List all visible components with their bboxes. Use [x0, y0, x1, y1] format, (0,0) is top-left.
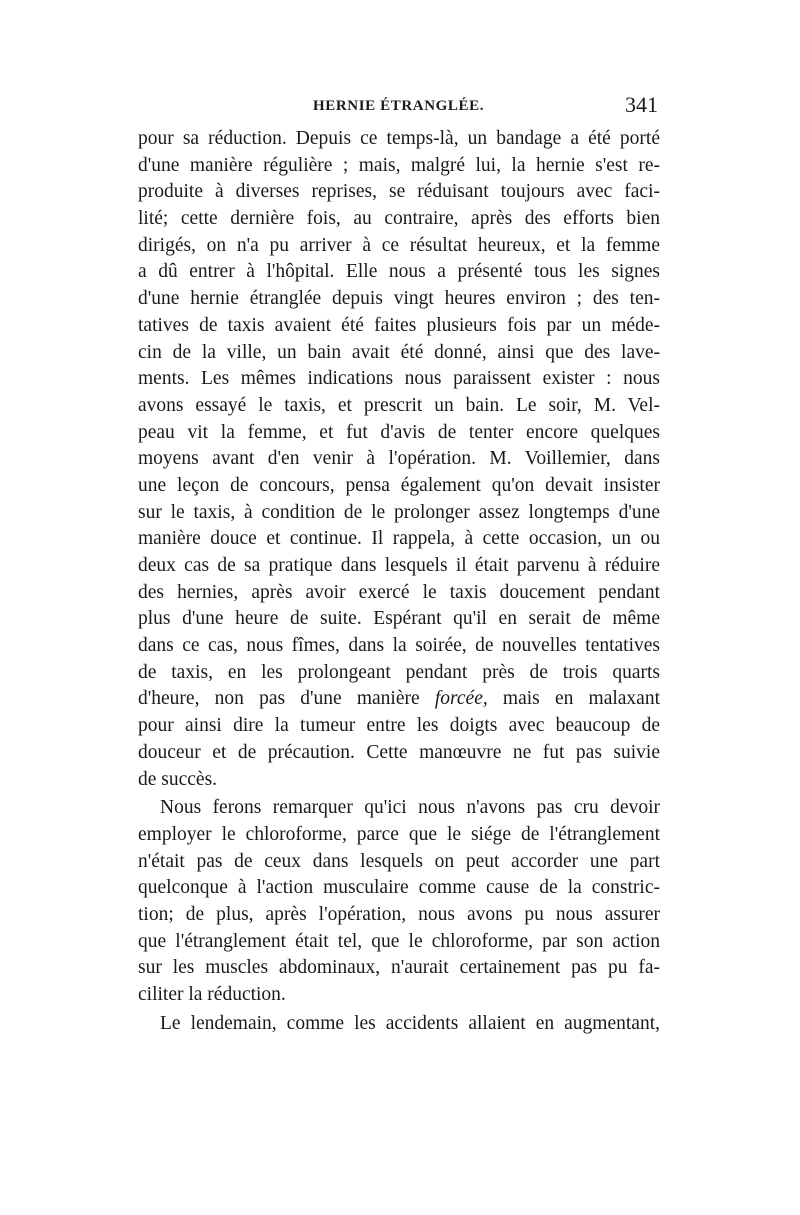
- text-line: ments. Les mêmes indications nous paraissent exister : nous: [138, 368, 660, 390]
- emphasized-word: forcée,: [434, 688, 488, 710]
- text-line: deux cas de sa pratique dans lesquels il était parvenu à réduire: [138, 555, 660, 576]
- text-line: quelconque à l'action musculaire comme cause de la constric-: [138, 877, 660, 899]
- text-line: douceur et de précaution. Cette manœuvre ne fut pas suivie: [138, 741, 660, 763]
- paragraph-3: [138, 1011, 660, 1038]
- text-line: pour sa réduction. Depuis ce temps-là, un bandage a été porté: [138, 128, 660, 149]
- text-line: sur les muscles abdominaux, n'aurait certainement pas pu fa-: [138, 957, 660, 979]
- text-line: moyens avant d'en venir à l'opération. M. Voillemier, dans: [138, 448, 660, 470]
- paragraph-1: [138, 126, 660, 793]
- text-line: tion; de plus, après l'opération, nous avons pu nous assurer: [138, 903, 660, 925]
- text-line: d'une manière régulière ; mais, malgré lui, la hernie s'est re-: [138, 154, 660, 176]
- text-line: une leçon de concours, pensa également qu'on devait insister: [138, 474, 660, 496]
- text-line: peau vit la femme, et fut d'avis de tenter encore quelques: [138, 421, 660, 443]
- text-line: Le lendemain, comme les accidents allaient en augmentant,: [160, 1012, 660, 1034]
- text-line: de succès.: [138, 768, 218, 790]
- text-run: mais en malaxant: [487, 688, 661, 710]
- text-line: ciliter la réduction.: [138, 984, 286, 1005]
- text-line: tatives de taxis avaient été faites plusieurs fois par un méde-: [138, 314, 660, 336]
- text-line: avons essayé le taxis, et prescrit un bain. Le soir, M. Vel-: [138, 394, 660, 416]
- text-line: pour ainsi dire la tumeur entre les doigts avec beaucoup de: [138, 715, 660, 737]
- text-line: employer le chloroforme, parce que le siége de l'étranglement: [138, 823, 660, 845]
- text-line: plus d'une heure de suite. Espérant qu'il en serait de même: [138, 608, 660, 630]
- text-run: d'heure, non pas d'une manière: [138, 688, 435, 710]
- text-line: n'était pas de ceux dans lesquels on peut accorder une part: [138, 850, 660, 872]
- text-line: cin de la ville, un bain avait été donné, ainsi que des lave-: [138, 341, 660, 363]
- text-line: dirigés, on n'a pu arriver à ce résultat heureux, et la femme: [138, 234, 660, 256]
- text-line: produite à diverses reprises, se réduisant toujours avec faci-: [138, 181, 660, 203]
- text-line: sur le taxis, à condition de le prolonger assez longtemps d'une: [138, 501, 660, 523]
- body-text: [138, 126, 660, 1037]
- text-line: que l'étranglement était tel, que le chloroforme, par son action: [138, 930, 660, 952]
- text-line: Nous ferons remarquer qu'ici nous n'avons pas cru devoir: [160, 797, 660, 819]
- text-line: d'une hernie étranglée depuis vingt heures environ ; des ten-: [138, 288, 660, 310]
- paragraph-2: [138, 795, 660, 1009]
- text-line: de taxis, en les prolongeant pendant près de trois quarts: [138, 661, 660, 683]
- page-number: 341: [625, 92, 658, 117]
- text-line: manière douce et continue. Il rappela, à cette occasion, un ou: [138, 528, 660, 550]
- text-line-with-emphasis: [138, 686, 660, 713]
- page-header: [138, 92, 658, 122]
- text-line: a dû entrer à l'hôpital. Elle nous a présenté tous les signes: [138, 261, 660, 283]
- running-title: HERNIE ÉTRANGLÉE.: [313, 98, 485, 114]
- text-line: lité; cette dernière fois, au contraire, après des efforts bien: [138, 208, 660, 230]
- text-line: des hernies, après avoir exercé le taxis doucement pendant: [138, 581, 660, 603]
- text-line: dans ce cas, nous fîmes, dans la soirée, de nouvelles tentatives: [138, 635, 660, 657]
